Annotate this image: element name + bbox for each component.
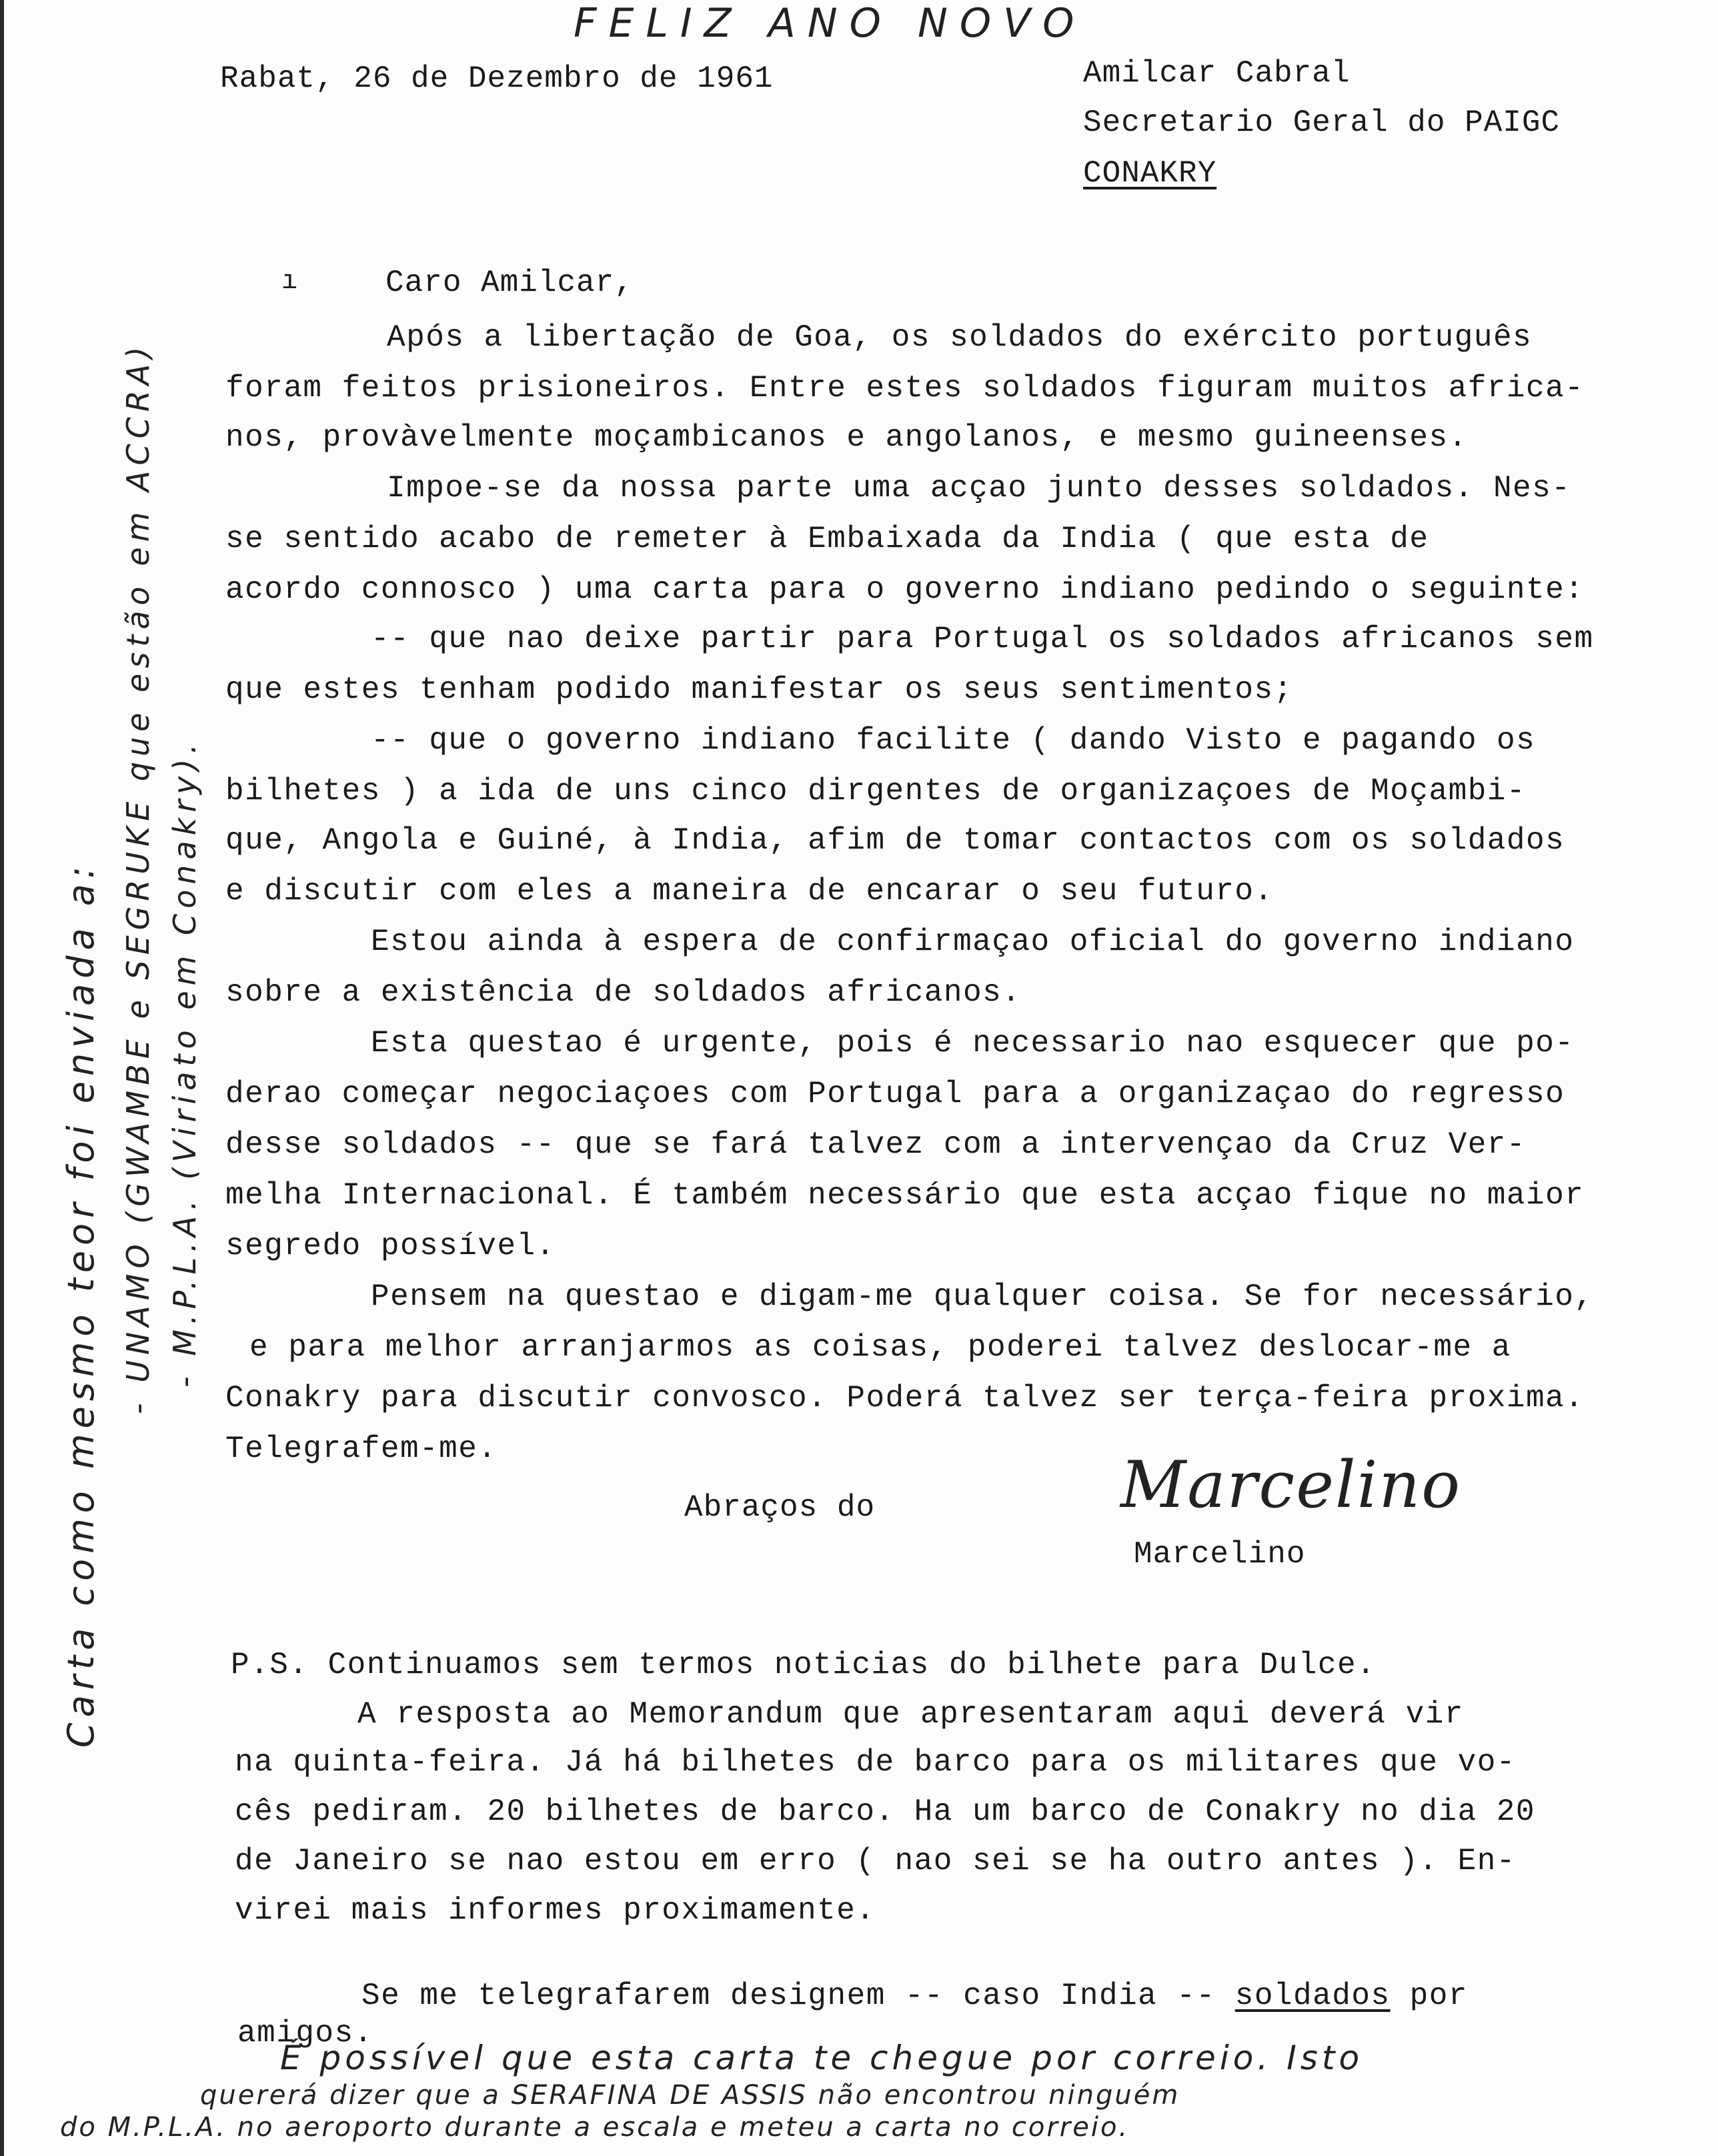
body-line: desse soldados -- que se fará talvez com a intervençao da Cruz Ver- — [225, 1127, 1527, 1162]
margin-note-line: Carta como mesmo teor foi enviada a: — [60, 861, 102, 1748]
final-note-line2: amigos. — [237, 2016, 373, 2051]
scan-edge — [0, 0, 4, 2156]
margin-note-line: - UNAMO (GWAMBE e SEGRUKE que estão em ACCRA) — [120, 341, 156, 1414]
body-line: melha Internacional. É também necessário que esta acçao fique no maior — [225, 1178, 1585, 1213]
bottom-handwriting-line: quererá dizer que a SERAFINA DE ASSIS não encontrou ninguém — [200, 2080, 1180, 2111]
ps-line: cês pediram. 20 bilhetes de barco. Ha um barco de Conakry no dia 20 — [235, 1794, 1536, 1829]
recipient-title: Secretario Geral do PAIGC — [1083, 105, 1561, 140]
salutation: Caro Amilcar, — [385, 265, 634, 300]
ps-line: de Janeiro se nao estou em erro ( nao sei se ha outro antes ). En- — [235, 1844, 1516, 1878]
body-line: que, Angola e Guiné, à India, afim de tomar contactos com os soldados — [225, 823, 1565, 858]
handwritten-signature: Marcelino — [1120, 1448, 1462, 1522]
body-line: Conakry para discutir convosco. Poderá talvez ser terça-feira proxima. — [225, 1381, 1585, 1416]
body-line: Pensem na questao e digam-me qualquer coisa. Se for necessário, — [371, 1279, 1594, 1314]
body-line: e para melhor arranjarmos as coisas, poderei talvez deslocar-me a — [249, 1330, 1511, 1365]
body-line: derao começar negociaçoes com Portugal para a organizaçao do regresso — [225, 1077, 1565, 1111]
margin-note-line: - M.P.L.A. (Viriato em Conakry). — [167, 738, 203, 1388]
body-line: -- que o governo indiano facilite ( dando Visto e pagando os — [371, 723, 1536, 758]
ps-line: virei mais informes proximamente. — [235, 1893, 876, 1928]
body-line: foram feitos prisioneiros. Entre estes soldados figuram muitos africa- — [225, 371, 1585, 406]
closing: Abraços do — [684, 1490, 876, 1525]
body-line: bilhetes ) a ida de uns cinco dirgentes de organizaçoes de Moçambi- — [225, 774, 1527, 808]
body-line: acordo connosco ) uma carta para o governo indiano pedindo o seguinte: — [225, 572, 1585, 607]
body-line: Telegrafem-me. — [225, 1432, 498, 1466]
body-line: Impoe-se da nossa parte uma acçao junto desses soldados. Nes- — [387, 471, 1571, 506]
margin-tick: ı — [281, 267, 298, 297]
body-line: Estou ainda à espera de confirmaçao oficial do governo indiano — [371, 925, 1575, 959]
body-line: nos, provàvelmente moçambicanos e angolanos, e mesmo guineenses. — [225, 420, 1468, 455]
body-line: Após a libertação de Goa, os soldados do exército português — [387, 320, 1533, 355]
typed-signature: Marcelino — [1134, 1537, 1306, 1572]
ps-line: P.S. Continuamos sem termos noticias do bilhete para Dulce. — [231, 1648, 1377, 1682]
body-line: e discutir com eles a maneira de encarar o seu futuro. — [225, 874, 1274, 909]
body-line: sobre a existência de soldados africanos. — [225, 975, 1022, 1010]
recipient-city: CONAKRY — [1083, 156, 1217, 191]
recipient-name: Amilcar Cabral — [1083, 56, 1351, 91]
final-note-keyword: soldados — [1234, 1979, 1391, 2013]
bottom-handwriting-line: do M.P.L.A. no aeroporto durante a escala e meteu a carta no correio. — [60, 2112, 1130, 2143]
body-line: que estes tenham podido manifestar os seus sentimentos; — [225, 672, 1293, 707]
final-note-suffix: por — [1409, 1979, 1468, 2013]
ps-line: na quinta-feira. Já há bilhetes de barco para os militares que vo- — [235, 1745, 1516, 1780]
ps-line: A resposta ao Memorandum que apresentaram aqui deverá vir — [357, 1697, 1464, 1732]
handwritten-greeting: FELIZ ANO NOVO — [574, 0, 1086, 47]
body-line: -- que nao deixe partir para Portugal os soldados africanos sem — [371, 622, 1594, 656]
body-line: se sentido acabo de remeter à Embaixada da India ( que esta de — [225, 522, 1429, 556]
final-note — [361, 1979, 1468, 2013]
place-date: Rabat, 26 de Dezembro de 1961 — [220, 61, 774, 96]
final-note-prefix: Se me telegrafarem designem -- caso India -- — [361, 1979, 1216, 2013]
body-line: segredo possível. — [225, 1229, 556, 1263]
body-line: Esta questao é urgente, pois é necessario nao esquecer que po- — [371, 1026, 1575, 1061]
bottom-handwriting-line: É possível que esta carta te chegue por correio. Isto — [280, 2039, 1364, 2077]
